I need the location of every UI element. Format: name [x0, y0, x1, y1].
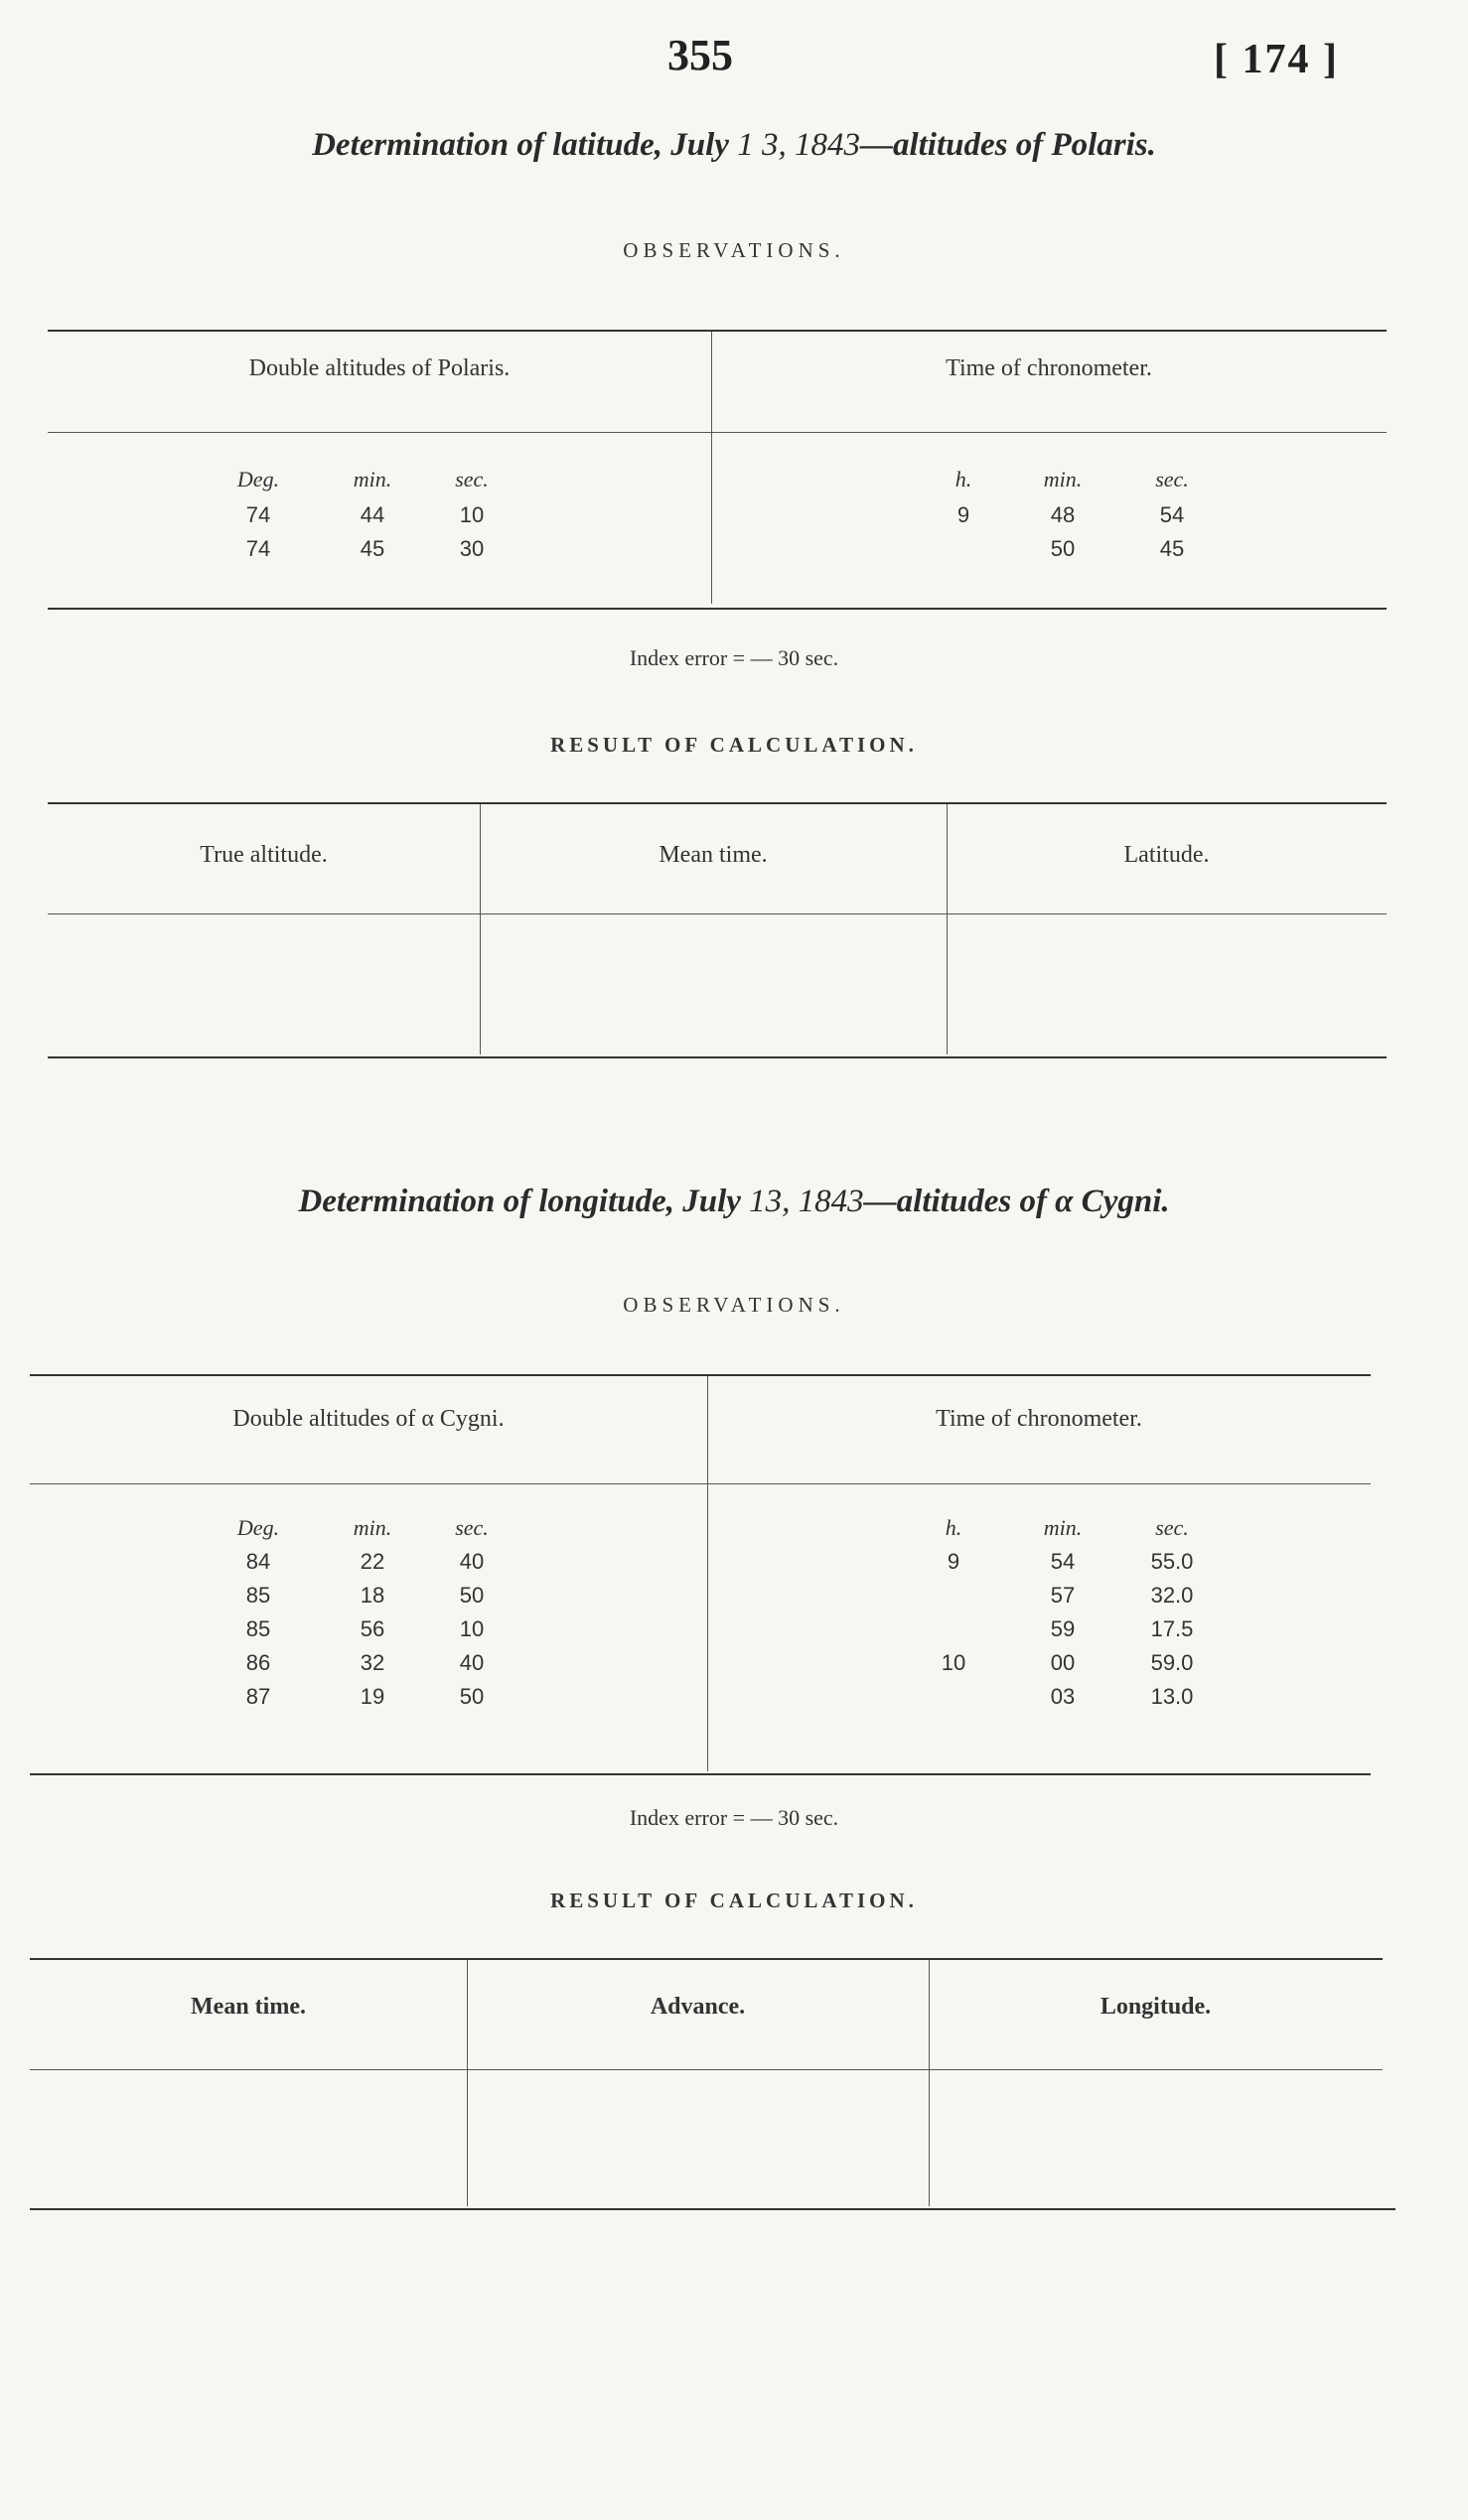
lon-alt-row4-deg: 86	[245, 1650, 271, 1675]
lon-time-row1-sec: 55.0	[1150, 1549, 1194, 1574]
lat-alt-unit-min: min.	[353, 467, 392, 491]
lon-alt-row5-min: 19	[360, 1684, 385, 1709]
lat-time-row1-min: 48	[1050, 502, 1076, 527]
lat-time-unit-h: h.	[954, 467, 972, 491]
lon-alt-row3-min: 56	[360, 1616, 385, 1641]
latitude-observations-label: OBSERVATIONS.	[623, 238, 845, 262]
lon-obs-header-time: Time of chronometer.	[936, 1406, 1142, 1432]
lat-obs-top-rule	[48, 330, 1387, 332]
lon-alt-row2-min: 18	[360, 1583, 385, 1608]
latitude-title-date: 1 3, 1843	[728, 127, 860, 163]
lat-alt-row1-sec: 10	[459, 502, 485, 527]
lat-result-header-mean-time: Mean time.	[659, 842, 768, 868]
lon-index-error: Index error = — 30 sec.	[629, 1805, 839, 1830]
lat-time-unit-sec: sec.	[1155, 467, 1189, 491]
lat-alt-row1-deg: 74	[245, 502, 271, 527]
lon-result-top-rule	[30, 1958, 1383, 1960]
lon-result-bottom-rule	[30, 2208, 1395, 2210]
lon-alt-row1-min: 22	[360, 1549, 385, 1574]
lon-alt-unit-min: min.	[353, 1515, 392, 1540]
lon-time-row1-h: 9	[947, 1549, 960, 1574]
lon-alt-unit-deg: Deg.	[236, 1515, 280, 1540]
lon-time-row4-sec: 59.0	[1150, 1650, 1194, 1675]
page-number: 355	[667, 31, 733, 79]
lon-time-row2-min: 57	[1050, 1583, 1076, 1608]
lon-obs-top-rule	[30, 1374, 1371, 1376]
longitude-title	[0, 1184, 1468, 1220]
lat-obs-header-altitudes: Double altitudes of Polaris.	[248, 355, 511, 381]
lat-obs-header-rule	[48, 432, 1387, 433]
lon-result-label: RESULT OF CALCULATION.	[550, 1889, 918, 1912]
lon-alt-row1-sec: 40	[459, 1549, 485, 1574]
lon-alt-row5-sec: 50	[459, 1684, 485, 1709]
lat-time-row2-min: 50	[1050, 536, 1076, 561]
lon-time-unit-min: min.	[1043, 1515, 1083, 1540]
plate-number: [ 174 ]	[1214, 37, 1339, 82]
lat-alt-row2-min: 45	[360, 536, 385, 561]
lat-obs-header-time: Time of chronometer.	[946, 355, 1152, 381]
lat-obs-bottom-rule	[48, 608, 1387, 610]
lon-obs-header-rule	[30, 1483, 1371, 1484]
lat-index-error: Index error = — 30 sec.	[629, 645, 839, 670]
lat-alt-unit-deg: Deg.	[236, 467, 280, 491]
lat-time-row2-sec: 45	[1159, 536, 1185, 561]
lon-time-unit-sec: sec.	[1155, 1515, 1189, 1540]
lon-time-row5-sec: 13.0	[1150, 1684, 1194, 1709]
longitude-title-part2: —altitudes of α Cygni.	[863, 1184, 1170, 1219]
lat-result-header-rule	[48, 913, 1387, 914]
lon-time-row4-min: 00	[1050, 1650, 1076, 1675]
lat-result-bottom-rule	[48, 1056, 1387, 1058]
lat-result-header-true-altitude: True altitude.	[200, 842, 328, 868]
lon-alt-row2-deg: 85	[245, 1583, 271, 1608]
lat-time-row1-h: 9	[956, 502, 970, 527]
longitude-title-part1: Determination of longitude, July	[298, 1184, 741, 1219]
lat-alt-row1-min: 44	[360, 502, 385, 527]
lon-time-row2-sec: 32.0	[1150, 1583, 1194, 1608]
lon-alt-row1-deg: 84	[245, 1549, 271, 1574]
lat-alt-unit-sec: sec.	[455, 467, 489, 491]
lat-time-unit-min: min.	[1043, 467, 1083, 491]
lon-result-header-rule	[30, 2069, 1383, 2070]
latitude-title	[0, 127, 1468, 164]
lon-alt-row2-sec: 50	[459, 1583, 485, 1608]
lon-time-row3-min: 59	[1050, 1616, 1076, 1641]
latitude-title-part1: Determination of latitude, July	[312, 127, 729, 163]
lat-result-header-latitude: Latitude.	[1123, 842, 1210, 868]
lon-time-row5-min: 03	[1050, 1684, 1076, 1709]
lat-result-label: RESULT OF CALCULATION.	[550, 733, 918, 757]
lon-alt-unit-sec: sec.	[455, 1515, 489, 1540]
lon-obs-bottom-rule	[30, 1773, 1371, 1775]
lon-alt-row3-deg: 85	[245, 1616, 271, 1641]
lon-result-header-mean-time: Mean time.	[191, 1994, 306, 2020]
lat-result-top-rule	[48, 802, 1387, 804]
lat-alt-row2-sec: 30	[459, 536, 485, 561]
lon-obs-header-altitudes: Double altitudes of α Cygni.	[232, 1406, 505, 1432]
lon-time-row3-sec: 17.5	[1150, 1616, 1194, 1641]
lon-time-unit-h: h.	[945, 1515, 962, 1540]
lon-alt-row4-min: 32	[360, 1650, 385, 1675]
longitude-title-date: 13, 1843	[740, 1184, 864, 1219]
lon-result-header-advance: Advance.	[650, 1994, 746, 2020]
lon-alt-row4-sec: 40	[459, 1650, 485, 1675]
lat-time-row1-sec: 54	[1159, 502, 1185, 527]
lon-time-row1-min: 54	[1050, 1549, 1076, 1574]
lon-result-header-longitude: Longitude.	[1100, 1994, 1212, 2020]
lon-time-row4-h: 10	[941, 1650, 966, 1675]
lon-alt-row3-sec: 10	[459, 1616, 485, 1641]
longitude-observations-label: OBSERVATIONS.	[623, 1293, 845, 1317]
latitude-title-part2: —altitudes of Polaris.	[859, 127, 1156, 163]
lat-alt-row2-deg: 74	[245, 536, 271, 561]
lon-alt-row5-deg: 87	[245, 1684, 271, 1709]
lon-obs-divider	[707, 1376, 708, 1771]
